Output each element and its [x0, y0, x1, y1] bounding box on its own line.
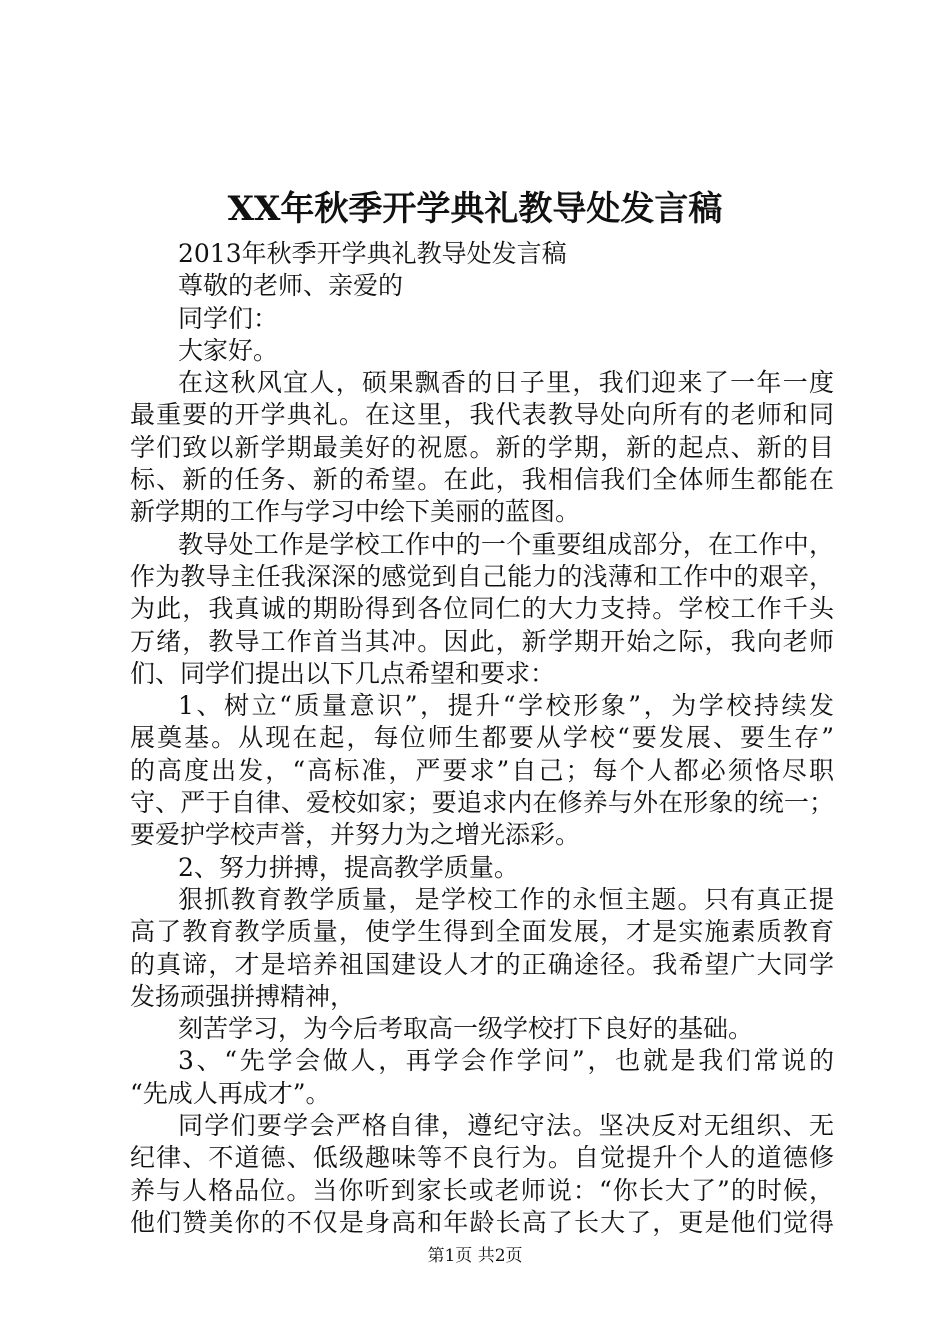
text-line: 在这秋风宜人，硕果飘香的日子里，我们迎来了一年一度 [178, 368, 834, 398]
text-line: 新学期的工作与学习中绘下美丽的蓝图。 [130, 497, 581, 527]
text-line: 纪律、不道德、低级趣味等不良行为。自觉提升个人的道德修 [130, 1143, 834, 1173]
page-number: 第1页 共2页 [427, 1246, 523, 1266]
text-line: 2、努力拼搏，提高教学质量。 [178, 852, 519, 882]
text-line: 刻苦学习，为今后考取高一级学校打下良好的基础。 [178, 1014, 754, 1044]
text-line: “先成人再成才”。 [130, 1078, 331, 1108]
text-line: 守、严于自律、爱校如家；要追求内在修养与外在形象的统一； [130, 788, 834, 818]
text-line: 的真谛，才是培养祖国建设人才的正确途径。我希望广大同学 [130, 949, 834, 979]
text-line: 2013年秋季开学典礼教导处发言稿 [178, 239, 567, 268]
text-line: 发扬顽强拼搏精神， [130, 981, 356, 1011]
text-line: 尊敬的老师、亲爱的 [178, 271, 404, 301]
text-line: 万绪，教导工作首当其冲。因此，新学期开始之际，我向老师 [130, 626, 834, 656]
text-line: 1、树立“质量意识”，提升“学校形象”，为学校持续发 [178, 691, 834, 721]
document-body [130, 238, 834, 1239]
text-line: 高了教育教学质量，使学生得到全面发展，才是实施素质教育 [130, 917, 834, 947]
text-line: 他们赞美你的不仅是身高和年龄长高了长大了，更是他们觉得 [130, 1207, 834, 1237]
text-line: 3、“先学会做人，再学会作学问”，也就是我们常说的 [178, 1046, 834, 1076]
text-line: 教导处工作是学校工作中的一个重要组成部分，在工作中， [178, 529, 834, 559]
text-line: 同学们要学会严格自律，遵纪守法。坚决反对无组织、无 [178, 1111, 834, 1141]
text-line: 学们致以新学期最美好的祝愿。新的学期，新的起点、新的目 [130, 432, 834, 462]
text-line: 展奠基。从现在起，每位师生都要从学校“要发展、要生存” [130, 723, 834, 753]
text-line: 标、新的任务、新的希望。在此，我相信我们全体师生都能在 [130, 465, 834, 495]
text-line: 养与人格品位。当你听到家长或老师说：“你长大了”的时候， [130, 1175, 834, 1205]
text-line: 要爱护学校声誉，并努力为之增光添彩。 [130, 820, 581, 850]
text-line: 的高度出发，“高标准，严要求”自己；每个人都必须恪尽职 [130, 755, 834, 785]
text-line: 大家好。 [178, 335, 279, 365]
text-line: 最重要的开学典礼。在这里，我代表教导处向所有的老师和同 [130, 400, 834, 430]
text-line: 作为教导主任我深深的感觉到自己能力的浅薄和工作中的艰辛， [130, 561, 834, 591]
document-title: XX年秋季开学典礼教导处发言稿 [227, 189, 723, 229]
text-line: 同学们： [178, 303, 279, 333]
text-line: 们、同学们提出以下几点希望和要求： [130, 658, 556, 688]
text-line: 狠抓教育教学质量，是学校工作的永恒主题。只有真正提 [178, 884, 834, 914]
text-line: 为此，我真诚的期盼得到各位同仁的大力支持。学校工作千头 [130, 594, 834, 624]
